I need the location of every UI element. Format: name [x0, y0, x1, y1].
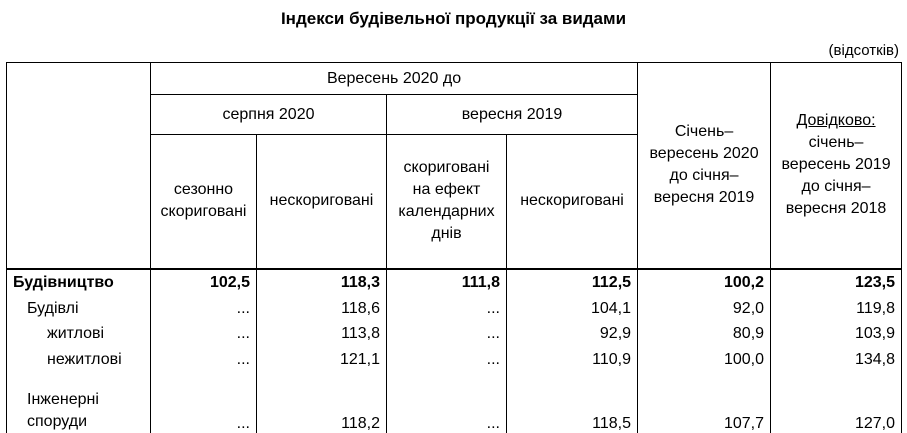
cell-value: 102,5 [151, 269, 257, 297]
cell-value: 118,3 [257, 269, 387, 297]
header-col-unadjusted-1: нескориговані [257, 135, 387, 269]
row-label: Будівництво [7, 269, 151, 297]
construction-index-table [6, 62, 902, 433]
cell-value: 92,9 [507, 321, 638, 347]
row-label: нежитлові [7, 347, 151, 373]
cell-value: 104,1 [507, 297, 638, 321]
cell-value: 110,9 [507, 347, 638, 373]
cell-value: 123,5 [771, 269, 902, 297]
table-row [7, 347, 902, 373]
cell-value: 113,8 [257, 321, 387, 347]
cell-value: ... [151, 347, 257, 373]
row-label: житлові [7, 321, 151, 347]
cell-value: ... [151, 297, 257, 321]
cell-value: ... [151, 321, 257, 347]
header-sub-august: серпня 2020 [151, 95, 387, 135]
cell-value: 112,5 [507, 269, 638, 297]
table-row [7, 297, 902, 321]
cell-value: 107,7 [638, 373, 771, 433]
table-title: Індекси будівельної продукції за видами [280, 9, 627, 28]
cell-value: 118,2 [257, 373, 387, 433]
unit-label: (відсотків) [828, 42, 899, 59]
cell-value: 103,9 [771, 321, 902, 347]
cell-value: 80,9 [638, 321, 771, 347]
cell-value: 100,0 [638, 347, 771, 373]
cell-value: 127,0 [771, 373, 902, 433]
cell-value: ... [151, 373, 257, 433]
table-row [7, 269, 902, 297]
header-reference-label: Довідково: [796, 112, 876, 130]
table-row [7, 373, 902, 433]
row-label [7, 373, 151, 433]
cell-value: 134,8 [771, 347, 902, 373]
cell-value: ... [387, 297, 507, 321]
header-reference [771, 63, 902, 269]
header-reference-text: січень–вересень 2019 до січня–вересня 2018 [781, 134, 891, 218]
cell-value: 119,8 [771, 297, 902, 321]
cell-value: 121,1 [257, 347, 387, 373]
cell-value: 111,8 [387, 269, 507, 297]
row-label-line-1: Інженерні [27, 390, 99, 408]
row-label-line-2: споруди [27, 412, 88, 430]
cell-value: ... [387, 321, 507, 347]
cell-value: 92,0 [638, 297, 771, 321]
header-period-main: Вересень 2020 до [151, 63, 638, 95]
header-ytd: Січень–вересень 2020 до січня–вересня 2019 [638, 63, 771, 269]
cell-value: 118,5 [507, 373, 638, 433]
table-row [7, 321, 902, 347]
header-col-seasonal: сезонно скориговані [151, 135, 257, 269]
row-label: Будівлі [7, 297, 151, 321]
header-empty-cell [7, 63, 151, 269]
cell-value: ... [387, 347, 507, 373]
cell-value: 118,6 [257, 297, 387, 321]
header-col-unadjusted-2: нескориговані [507, 135, 638, 269]
header-sub-september: вересня 2019 [387, 95, 638, 135]
header-col-calendar: скориговані на ефект календарних днів [387, 135, 507, 269]
cell-value: 100,2 [638, 269, 771, 297]
cell-value: ... [387, 373, 507, 433]
